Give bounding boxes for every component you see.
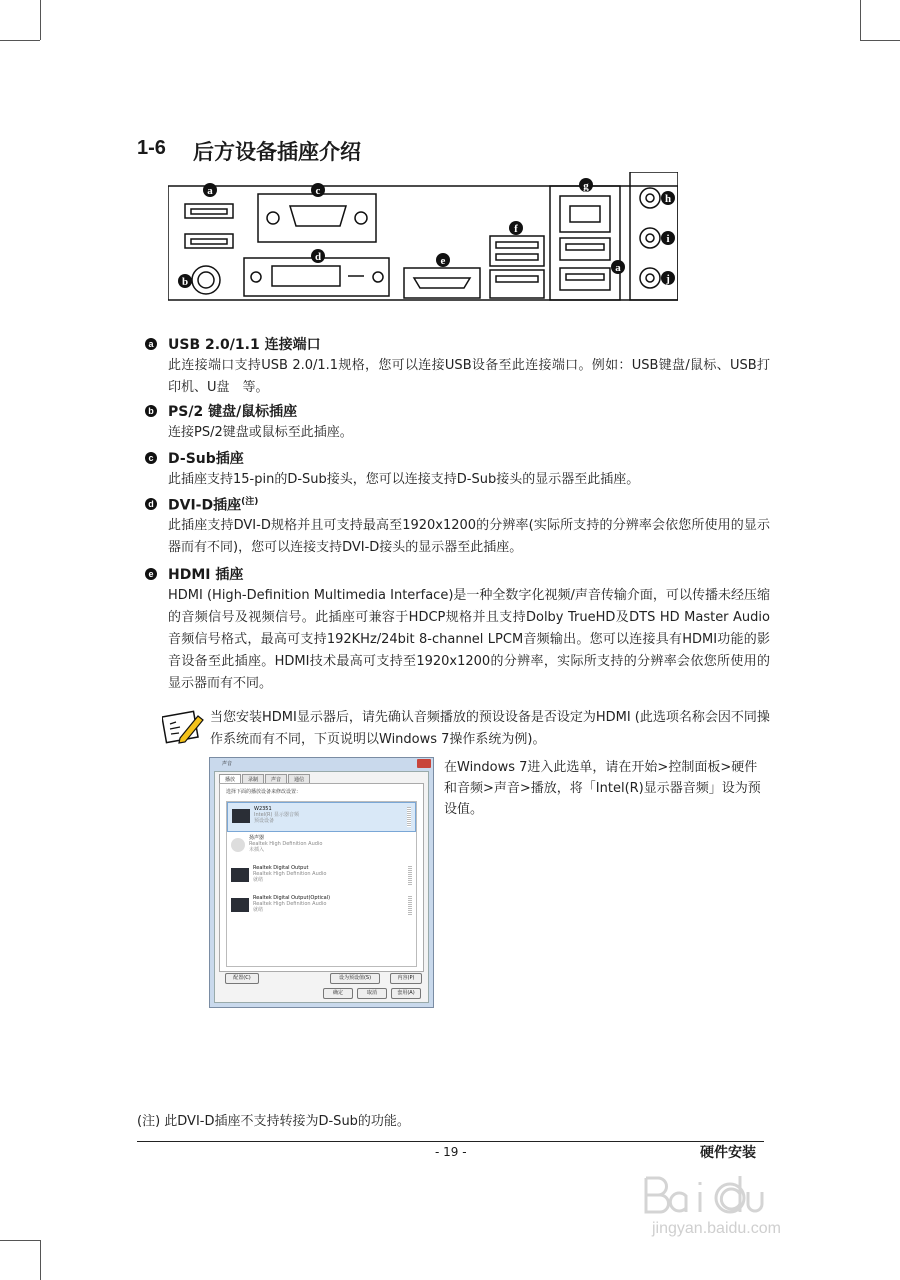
close-button[interactable] — [417, 759, 431, 768]
label-b: b — [181, 276, 189, 288]
set-default-button[interactable]: 设为预设值(S) — [330, 973, 380, 984]
digital-output-icon — [231, 868, 249, 882]
section-title: USB 2.0/1.1 连接端口 — [168, 337, 321, 353]
section-title: PS/2 键盘/鼠标插座 — [168, 404, 298, 420]
watermark-text: jingyan.baidu.com — [652, 1220, 781, 1237]
level-meter — [407, 807, 411, 827]
footnote: (注) 此DVI-D插座不支持转接为D-Sub的功能。 — [137, 1114, 410, 1129]
section-body: HDMI (High-Definition Multimedia Interface)是一种全数字化视频/声音传输介面，可以传播未经压缩的音频信号及视频信号。此插座可兼容于HDCP规格并且支持Dolby TrueHD及DTS HD Master Audio音频信号格式，最高可支持192KHz/24bit 8-channel LPCM音频输出。您可以连接具有HDMI功能的影音设备至此插座。HDMI技术最高可支持至1920x1200的分辨率，实际所支持的分辨率会依您所使用的显示器而有不同。 — [168, 588, 770, 691]
section-hdmi — [145, 563, 770, 695]
crop-mark — [0, 1240, 40, 1241]
dvi-port-icon — [244, 258, 389, 296]
section-dvi — [145, 493, 770, 559]
section-title: DVI-D插座 — [168, 497, 242, 514]
hdmi-note: 当您安装HDMI显示器后，请先确认音频播放的预设设备是否设定为HDMI (此选项名称会因不同操作系统而有不同，下页说明以Windows 7操作系统为例)。 — [210, 710, 770, 747]
ok-button[interactable]: 确定 — [323, 988, 353, 999]
device-list[interactable] — [226, 801, 417, 967]
section-title: HDMI 插座 — [168, 567, 244, 583]
bullet-a: a — [145, 338, 157, 350]
label-i: i — [666, 233, 670, 245]
section-usb — [145, 333, 770, 399]
ps2-port-icon — [192, 266, 220, 294]
configure-button[interactable]: 配置(C) — [225, 973, 259, 984]
page-title: 后方设备插座介绍 — [193, 140, 361, 164]
section-number: 1-6 — [137, 137, 166, 159]
tab-sounds[interactable]: 声音 — [265, 774, 287, 784]
section-body: 此连接端口支持USB 2.0/1.1规格，您可以连接USB设备至此连接端口。例如：USB键盘/鼠标、USB打印机、U盘 等。 — [168, 358, 770, 395]
section-body: 连接PS/2键盘或鼠标至此插座。 — [168, 425, 353, 440]
bullet-b: b — [145, 405, 157, 417]
bullet-e: e — [145, 568, 157, 580]
cancel-button[interactable]: 取消 — [357, 988, 387, 999]
footer-section: 硬件安装 — [700, 1145, 756, 1161]
list-item[interactable]: Realtek Digital Output Realtek High Definition Audio 就绪 — [227, 862, 416, 892]
note-pencil-icon — [162, 708, 204, 744]
usb-port-icon — [490, 236, 544, 298]
monitor-icon — [232, 809, 250, 823]
instruction-text: 在Windows 7进入此选单，请在开始>控制面板>硬件和音频>声音>播放，将「Intel(R)显示器音频」设为预设值。 — [444, 760, 761, 817]
label-h: h — [664, 193, 672, 205]
level-meter — [408, 866, 412, 886]
section-body: 此插座支持DVI-D规格并且可支持最高至1920x1200的分辨率(实际所支持的分辨率会依您所使用的显示器而有不同)，您可以连接支持DVI-D接头的显示器至此插座。 — [168, 518, 770, 555]
bullet-d: d — [145, 498, 157, 510]
dialog-hint: 选择下面的播放设备来修改设置： — [226, 789, 302, 795]
label-a2: a — [615, 262, 621, 274]
label-c: c — [315, 185, 321, 197]
crop-mark — [860, 40, 900, 41]
list-item[interactable]: 扬声器 Realtek High Definition Audio 未插入 — [227, 832, 416, 862]
tab-recording[interactable]: 录制 — [242, 774, 264, 784]
crop-mark — [860, 0, 861, 40]
properties-button[interactable]: 内容(P) — [390, 973, 422, 984]
label-g: g — [583, 180, 589, 192]
crop-mark — [40, 1240, 41, 1280]
rear-panel-diagram — [168, 172, 678, 302]
hdmi-port-icon — [404, 268, 480, 298]
label-d: d — [314, 251, 322, 263]
bullet-c: c — [145, 452, 157, 464]
speaker-icon — [231, 838, 245, 852]
usb-port-icon — [560, 238, 610, 290]
footer-divider — [137, 1141, 764, 1142]
list-item[interactable]: W2351 Intel(R) 显示器音频 预设设备 — [227, 802, 416, 832]
page-number: - 19 - — [435, 1145, 467, 1159]
section-dsub — [145, 447, 770, 491]
crop-mark — [0, 40, 40, 41]
usb-port-icon — [185, 204, 233, 248]
label-f: f — [514, 223, 518, 235]
section-title: D-Sub插座 — [168, 451, 244, 467]
apply-button[interactable]: 套用(A) — [391, 988, 421, 999]
tab-communications[interactable]: 通信 — [288, 774, 310, 784]
label-e: e — [440, 255, 446, 267]
section-body: 此插座支持15-pin的D-Sub接头，您可以连接支持D-Sub接头的显示器至此插座。 — [168, 472, 640, 487]
dialog-title: 声音 — [222, 761, 233, 767]
label-j: j — [666, 273, 670, 285]
list-item[interactable]: Realtek Digital Output(Optical) Realtek High Definition Audio 就绪 — [227, 892, 416, 922]
level-meter — [408, 896, 412, 916]
digital-output-icon — [231, 898, 249, 912]
dsub-port-icon — [258, 194, 376, 242]
sound-dialog — [209, 757, 434, 1008]
crop-mark — [40, 0, 41, 40]
label-a: a — [207, 185, 213, 197]
tab-playback[interactable]: 播放 — [219, 774, 241, 784]
note-marker: (注) — [241, 496, 259, 507]
section-ps2 — [145, 400, 770, 444]
